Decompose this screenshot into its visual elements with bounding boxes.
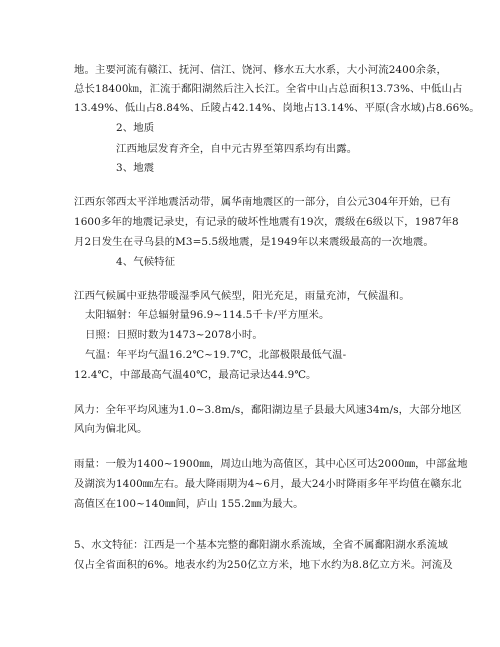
text-line: 13.49%、低山占8.84%、丘陵占42.14%、岗地占13.14%、平原(含水域)占8.66%。	[74, 102, 480, 114]
text-line: 日照：日照时数为1473~2078小时。	[85, 329, 263, 341]
text-line: 仅占全省面积的6%。地表水约为250亿立方米，地下水约为8.8亿立方米。河流及	[74, 559, 453, 571]
text-line: 及湖滨为1400㎜左右。最大降雨期为4~6月，最大24小时降雨多年平均值在赣东北	[74, 478, 462, 490]
text-line: 1600多年的地震记录史，有记录的破坏性地震有19次，震级在6级以下，1987年8	[74, 216, 459, 228]
section-heading-geology: 2、地质	[116, 122, 155, 134]
section-heading-earthquake: 3、地震	[116, 162, 155, 174]
section-heading-hydrology: 5、水文特征：江西是一个基本完整的鄱阳湖水系流域，全省不属鄱阳湖水系流域	[74, 539, 448, 551]
text-line: 雨量：一般为1400~1900㎜，周边山地为高值区，其中心区可达2000㎜，中部盆地	[74, 458, 468, 470]
text-line: 江西地层发育齐全，自中元古界至第四系均有出露。	[116, 143, 358, 155]
text-line: 气温：年平均气温16.2℃~19.7℃，北部极限最低气温-	[85, 349, 347, 361]
text-line: 总长18400㎞，汇流于鄱阳湖然后注入长江。全省中山占总面积13.73%、中低山占	[74, 83, 463, 95]
text-line: 江西气候属中亚热带暖湿季风气候型，阳光充足，雨量充沛，气候温和。	[74, 290, 410, 302]
text-line: 风力：全年平均风速为1.0~3.8m/s，鄱阳湖边星子县最大风速34m/s，大部分地区	[74, 404, 462, 416]
text-line: 月2日发生在寻乌县的M3=5.5级地震，是1949年以来震级最高的一次地震。	[74, 236, 434, 248]
text-line: 太阳辐射：年总辐射量96.9~114.5千卡/平方厘米。	[85, 309, 330, 321]
text-line: 地。主要河流有赣江、抚河、信江、饶河、修水五大水系，大小河流2400余条，	[74, 64, 448, 76]
section-heading-climate: 4、气候特征	[116, 256, 176, 268]
text-line: 高值区在100~140㎜间，庐山 155.2㎜为最大。	[74, 498, 304, 510]
text-line: 风向为偏北风。	[74, 423, 148, 435]
text-line: 12.4℃，中部最高气温40℃，最高记录达44.9℃。	[74, 369, 317, 381]
text-line: 江西东邻西太平洋地震活动带，属华南地震区的一部分，自公元304年开始，已有	[74, 196, 451, 208]
